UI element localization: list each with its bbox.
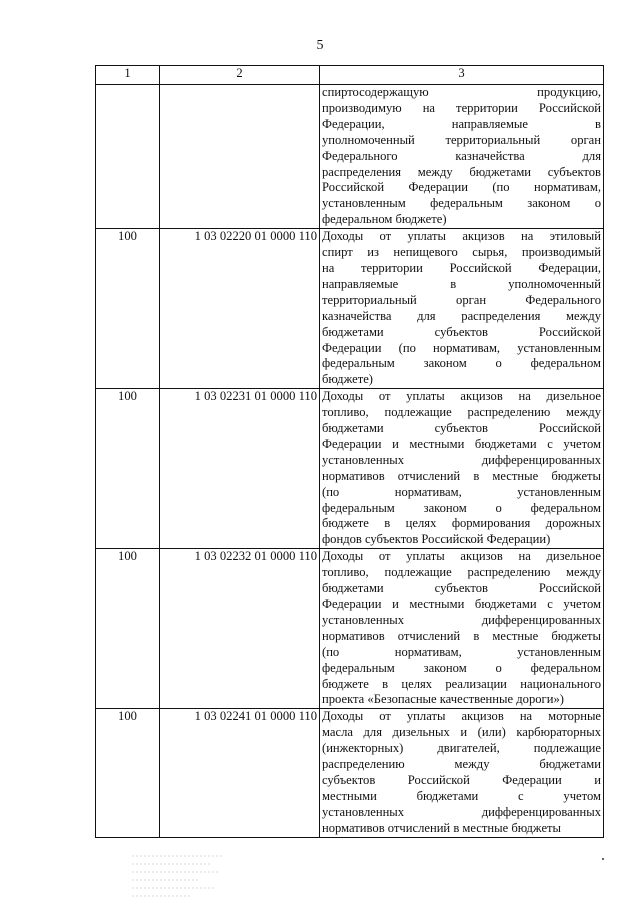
description-line: бюджете)	[322, 372, 373, 387]
budget-code-cell	[160, 85, 320, 229]
budget-code-cell: 1 03 02241 01 0000 110	[160, 709, 320, 837]
description-line: установленных дифференцированных	[322, 612, 601, 627]
column-header-1: 1	[96, 66, 160, 85]
description-line: Федерации и местными бюджетами с учетом	[322, 436, 601, 451]
description-line: нормативов отчислений в местные бюджеты	[322, 468, 601, 483]
page-number: 5	[316, 38, 324, 53]
description-line: Доходы от уплаты акцизов на дизельное	[322, 549, 601, 564]
table-row	[96, 709, 604, 837]
description-line: территориальный орган Федерального	[322, 292, 601, 307]
description-line: установленных дифференцированных	[322, 804, 601, 819]
description-line: Доходы от уплаты акцизов на этиловый	[322, 229, 601, 244]
description-line: Доходы от уплаты акцизов на дизельное	[322, 389, 601, 404]
description-line: (по нормативам, установленным	[322, 484, 601, 499]
column-header-2: 2	[160, 66, 320, 85]
description-cell	[320, 549, 604, 709]
description-line: направляемые в уполномоченный	[322, 276, 601, 291]
description-cell	[320, 229, 604, 389]
description-line: бюджетами субъектов Российской	[322, 324, 601, 339]
description-line: бюджете в целях реализации национального	[322, 676, 601, 691]
description-line: Федерации (по нормативам, установленным	[322, 340, 601, 355]
description-line: (инжекторных) двигателей, подлежащие	[322, 741, 601, 756]
description-line: распределению между бюджетами	[322, 757, 601, 772]
budget-code-cell: 1 03 02232 01 0000 110	[160, 549, 320, 709]
description-line: федеральным законом о федеральном	[322, 356, 601, 371]
table-header-row	[96, 66, 604, 85]
description-line: субъектов Российской Федерации и	[322, 772, 601, 787]
revenue-table	[95, 65, 604, 838]
description-line: местными бюджетами с учетом	[322, 788, 601, 803]
description-line: уполномоченный территориальный орган	[322, 132, 601, 147]
description-line: на территории Российской Федерации,	[322, 260, 601, 275]
description-line: федеральным законом о федеральном	[322, 500, 601, 515]
description-line: Российской Федерации (по нормативам,	[322, 180, 601, 195]
description-line: установленным федеральным законом о	[322, 196, 601, 211]
description-line: бюджетами субъектов Российской	[322, 581, 601, 596]
description-line: спиртосодержащую продукцию,	[322, 85, 601, 99]
description-line: проекта «Безопасные качественные дороги»)	[322, 692, 564, 707]
table-row	[96, 229, 604, 389]
admin-code-cell: 100	[96, 389, 160, 549]
table-row	[96, 549, 604, 709]
description-line: Федерации, направляемые в	[322, 116, 601, 131]
description-line: нормативов отчислений в местные бюджеты	[322, 628, 601, 643]
description-cell	[320, 389, 604, 549]
description-line: федеральном бюджете)	[322, 212, 447, 227]
registration-stamp-mark	[130, 850, 226, 900]
description-line: спирт из непищевого сырья, производимый	[322, 245, 601, 260]
table-row	[96, 389, 604, 549]
description-line: топливо, подлежащие распределению между	[322, 565, 601, 580]
budget-code-cell: 1 03 02231 01 0000 110	[160, 389, 320, 549]
description-line: масла для дизельных и (или) карбюраторных	[322, 725, 601, 740]
description-line: Федерального казначейства для	[322, 148, 601, 163]
admin-code-cell	[96, 85, 160, 229]
description-line: распределения между бюджетами субъектов	[322, 164, 601, 179]
description-line: казначейства для распределения между	[322, 308, 601, 323]
budget-code-cell: 1 03 02220 01 0000 110	[160, 229, 320, 389]
description-line: производимую на территории Российской	[322, 100, 601, 115]
description-line: нормативов отчислений в местные бюджеты	[322, 820, 561, 835]
admin-code-cell: 100	[96, 229, 160, 389]
description-cell	[320, 709, 604, 837]
description-line: Доходы от уплаты акцизов на моторные	[322, 709, 601, 724]
admin-code-cell: 100	[96, 709, 160, 837]
description-line: бюджетами субъектов Российской	[322, 421, 601, 436]
description-line: бюджете в целях формирования дорожных	[322, 516, 601, 531]
scan-speck	[602, 858, 604, 860]
description-line: установленных дифференцированных	[322, 452, 601, 467]
column-header-3: 3	[320, 66, 604, 85]
description-line: фондов субъектов Российской Федерации)	[322, 532, 551, 547]
description-cell	[320, 85, 604, 229]
admin-code-cell: 100	[96, 549, 160, 709]
description-line: федеральным законом о федеральном	[322, 660, 601, 675]
description-line: топливо, подлежащие распределению между	[322, 405, 601, 420]
description-line: Федерации и местными бюджетами с учетом	[322, 597, 601, 611]
description-line: (по нормативам, установленным	[322, 644, 601, 659]
table-row	[96, 85, 604, 229]
